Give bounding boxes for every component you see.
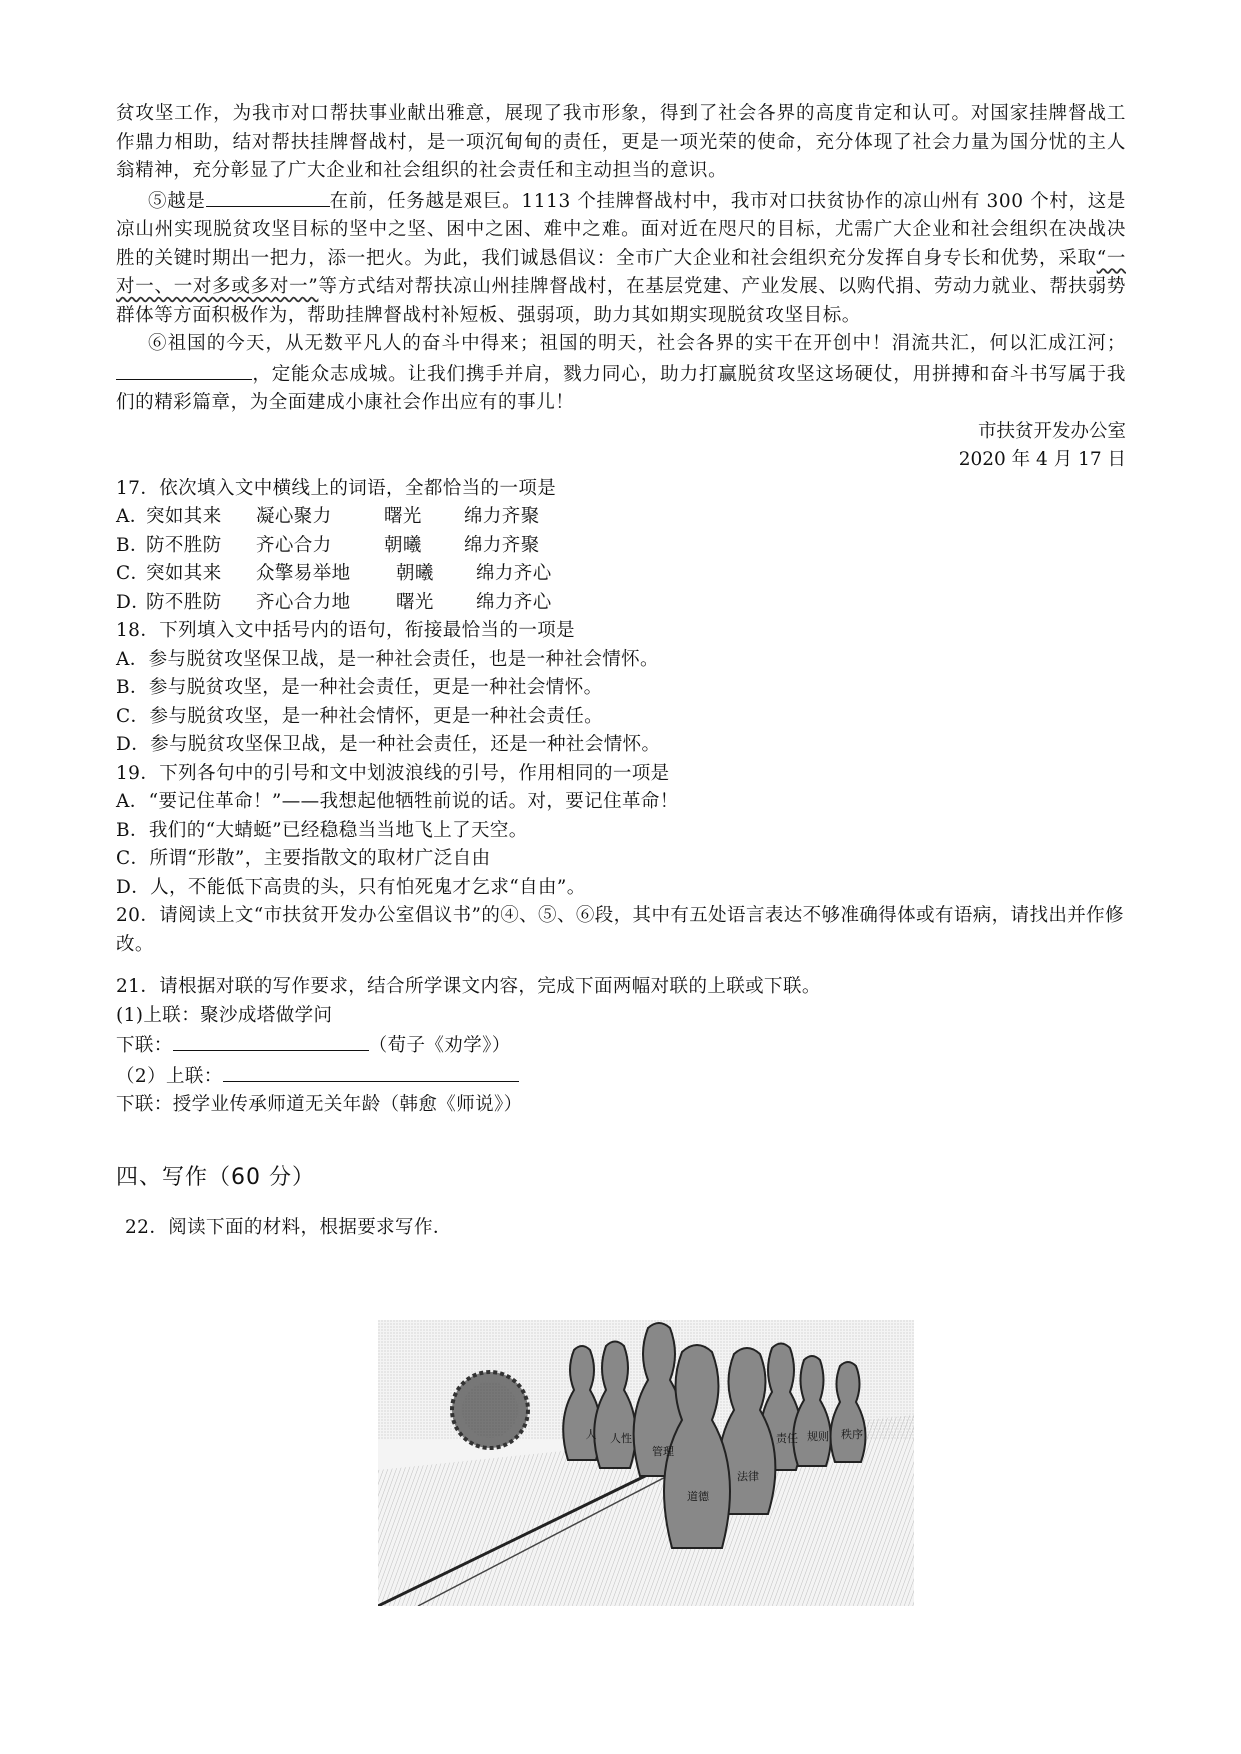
bowling-ball-icon <box>452 1372 528 1448</box>
couplet-2-lower: 下联：授学业传承师道无关年龄（韩愈《师说》） <box>116 1094 523 1115</box>
answer-blank-1[interactable] <box>206 186 330 207</box>
bowling-cartoon-image <box>378 1320 914 1606</box>
exam-page <box>116 100 1126 1239</box>
q18-option-a[interactable]: A．参与脱贫攻坚保卫战，是一种社会责任，也是一种社会情怀。 <box>116 648 659 670</box>
signature-date: 2020 年 4 月 17 日 <box>958 449 1126 470</box>
couplet-1-upper: (1)上联：聚沙成塔做学问 <box>116 1004 333 1026</box>
question-20: 20．请阅读上文“市扶贫开发办公室倡议书”的④、⑤、⑥段，其中有五处语言表达不够准确得体或有语病，请找出并作修改。 <box>116 905 1124 955</box>
couplet-1-answer-blank[interactable] <box>173 1030 369 1051</box>
pin-label: 人性 <box>610 1432 632 1445</box>
pin-label: 管理 <box>652 1445 674 1458</box>
pin-label: 责任 <box>776 1432 798 1445</box>
passage-paragraph-5 <box>116 186 1126 331</box>
couplet-2-upper <box>116 1061 1126 1092</box>
p5-mid: 在前，任务越是艰巨。1113 个挂牌督战村中，我市对口扶贫协作的凉山州有 300 个村，这是凉山州实现脱贫攻坚目标的坚中之坚、困中之困、难中之难。面对近在咫尺的目标，尤需广大企业和社会组织在决战决胜的关键时期出一把力，添一把火。为此，我们诚恳倡议：全市广大企业和社会组织充分发挥自身专长和优势，采取 <box>116 190 1126 269</box>
q18-option-c[interactable]: C．参与脱贫攻坚，是一种社会情怀，更是一种社会责任。 <box>116 705 604 727</box>
q19-option-c[interactable]: C．所谓“形散”，主要指散文的取材广泛自由 <box>116 848 491 869</box>
q19-option-d[interactable]: D．人，不能低下高贵的头，只有怕死鬼才乞求“自由”。 <box>116 876 586 898</box>
passage-paragraph-4: 贫攻坚工作，为我市对口帮扶事业献出雅意，展现了我市形象，得到了社会各界的高度肯定和认可。对国家挂牌督战工作鼎力相助，结对帮扶挂牌督战村，是一项沉甸甸的责任，更是一项光荣的使命，充分体现了社会力量为国分忧的主人翁精神，充分彰显了广大企业和社会组织的社会责任和主动担当的意识。 <box>116 103 1126 181</box>
couplet-2-upper-label: （2）上联： <box>116 1065 223 1087</box>
couplet-2-answer-blank[interactable] <box>223 1061 519 1082</box>
passage-paragraph-6 <box>116 330 1126 418</box>
q17-option-a[interactable]: A．突如其来 凝心聚力 曙光 绵力齐聚 <box>116 506 540 527</box>
section-writing-title: 四、写作（60 分） <box>116 1164 315 1190</box>
couplet-1-lower-label: 下联： <box>116 1035 173 1056</box>
q18-option-d[interactable]: D．参与脱贫攻坚保卫战，是一种社会责任，还是一种社会情怀。 <box>116 734 661 755</box>
bowling-cartoon-svg <box>378 1320 914 1606</box>
q17-option-c[interactable]: C．突如其来 众擎易举地 朝曦 绵力齐心 <box>116 563 552 584</box>
question-18: 18．下列填入文中括号内的语句，衔接最恰当的一项是 <box>116 620 576 641</box>
q19-option-b[interactable]: B．我们的“大蜻蜓”已经稳稳当当地飞上了天空。 <box>116 819 528 841</box>
p5-end: 等方式结对帮扶凉山州挂牌督战村，在基层党建、产业发展、以购代捐、劳动力就业、帮扶弱势群体等方面积极作为，帮助挂牌督战村补短板、强弱项，助力其如期实现脱贫攻坚目标。 <box>116 276 1126 326</box>
question-22: 22．阅读下面的材料，根据要求写作． <box>125 1216 452 1238</box>
q17-option-d[interactable]: D．防不胜防 齐心合力地 曙光 绵力齐心 <box>116 591 552 613</box>
p6-end: ，定能众志成城。让我们携手并肩，戮力同心，助力打赢脱贫攻坚这场硬仗，用拼搏和奋斗书写属于我们的精彩篇章，为全面建成小康社会作出应有的事儿！ <box>116 363 1126 413</box>
couplet-1-lower <box>116 1030 1126 1061</box>
wavy-underlined-quote: “一对一、一对多或多对一” <box>116 247 1126 297</box>
q19-option-a[interactable]: A．“要记住革命！”——我想起他牺牲前说的话。对，要记住革命！ <box>116 791 679 812</box>
question-17: 17．依次填入文中横线上的词语，全都恰当的一项是 <box>116 477 557 499</box>
pin-label: 秩序 <box>841 1428 863 1441</box>
pin-label: 法律 <box>737 1470 759 1483</box>
q17-options <box>116 503 1126 617</box>
question-19: 19．下列各句中的引号和文中划波浪线的引号，作用相同的一项是 <box>116 762 670 784</box>
question-21: 21．请根据对联的写作要求，结合所学课文内容，完成下面两幅对联的上联或下联。 <box>116 976 821 997</box>
p6-start: ⑥祖国的今天，从无数平凡人的奋斗中得来；祖国的明天，社会各界的实干在开创中！涓流共汇，何以汇成江河； <box>148 333 1126 354</box>
p5-start: ⑤越是 <box>148 190 206 212</box>
couplet-1-source: （荀子《劝学》） <box>368 1035 511 1056</box>
pin-label: 规则 <box>807 1430 829 1443</box>
pin-label: 人 <box>585 1428 597 1441</box>
q18-option-b[interactable]: B．参与脱贫攻坚，是一种社会责任，更是一种社会情怀。 <box>116 677 603 698</box>
signature-org: 市扶贫开发办公室 <box>977 420 1126 442</box>
answer-blank-2[interactable] <box>116 359 252 380</box>
pin-label: 道德 <box>687 1490 709 1503</box>
q17-option-b[interactable]: B．防不胜防 齐心合力 朝曦 绵力齐聚 <box>116 534 540 556</box>
